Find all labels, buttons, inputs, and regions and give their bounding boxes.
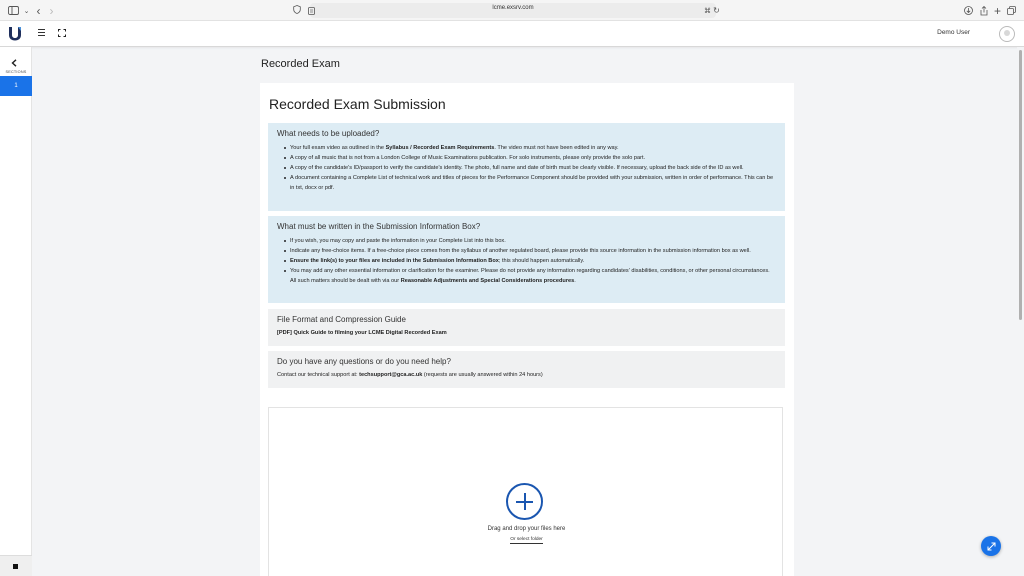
list-item: You may add any other essential information or clarification for the examiner. Please do not provide any information regarding candidates' disabilities, conditions, or other personal circumstances. All such matters should be dealt with via our Reasonable Adjustments and Special Considerations procedures. bbox=[284, 266, 776, 286]
app-header bbox=[0, 21, 1024, 47]
submission-info-panel bbox=[268, 216, 785, 303]
expand-arrows-icon bbox=[987, 542, 996, 551]
chevron-left-icon[interactable] bbox=[11, 58, 17, 70]
pdf-guide-link[interactable]: [PDF] Quick Guide to filming your LCME Digital Recorded Exam bbox=[277, 330, 447, 336]
upload-requirements-panel bbox=[268, 123, 785, 211]
fullscreen-icon[interactable] bbox=[58, 29, 66, 37]
help-panel: Do you have any questions or do you need help? Contact our technical support at: techsupport@gca.ac.uk (requests are usually answered within 24 hours) bbox=[268, 351, 785, 388]
page-title: Recorded Exam bbox=[261, 58, 340, 70]
user-name[interactable]: Demo User bbox=[937, 29, 970, 36]
list-item: Your full exam video as outlined in the Syllabus / Recorded Exam Requirements. The video must not have been edited in any way. bbox=[284, 143, 776, 153]
scrollbar[interactable] bbox=[1017, 47, 1024, 576]
chevron-down-icon[interactable]: ⌄ bbox=[23, 7, 30, 15]
tab-overview-icon[interactable] bbox=[1005, 4, 1018, 17]
list-item: Ensure the link(s) to your files are included in the Submission Information Box; this should happen automatically. bbox=[284, 256, 776, 266]
square-icon bbox=[13, 564, 18, 569]
file-format-panel bbox=[268, 309, 785, 346]
logo-icon[interactable] bbox=[8, 26, 22, 41]
download-icon[interactable] bbox=[962, 4, 975, 17]
sidebar-toggle-icon[interactable] bbox=[7, 4, 20, 17]
list-item: If you wish, you may copy and paste the information in your Complete List into this box. bbox=[284, 236, 776, 246]
url-text: lcme.exsrv.com bbox=[492, 5, 534, 11]
scroll-thumb[interactable] bbox=[1019, 50, 1022, 320]
share-icon[interactable] bbox=[977, 4, 990, 17]
panel-heading: What must be written in the Submission Information Box? bbox=[277, 222, 481, 231]
list-item: A document containing a Complete List of technical work and titles of pieces for the Performance Component should be provided with your submission, written in order of performance. This can be in txt, docx or pdf. bbox=[284, 173, 776, 193]
new-tab-icon[interactable]: + bbox=[993, 3, 1001, 18]
submission-card bbox=[260, 83, 794, 576]
reload-icon[interactable]: ↻ bbox=[713, 6, 720, 15]
sections-label: SECTIONS bbox=[5, 70, 27, 74]
select-folder-link[interactable]: Or select folder bbox=[510, 537, 543, 542]
section-item-1[interactable]: 1 bbox=[0, 76, 32, 96]
back-icon[interactable]: ‹ bbox=[36, 3, 41, 18]
expand-fab-button[interactable] bbox=[981, 536, 1001, 556]
reasonable-adjustments-link[interactable]: Reasonable Adjustments and Special Considerations procedures bbox=[400, 278, 575, 284]
browser-toolbar bbox=[0, 0, 1024, 21]
panel-heading: Do you have any questions or do you need help? bbox=[277, 357, 451, 366]
menu-icon[interactable] bbox=[38, 29, 45, 36]
avatar[interactable] bbox=[999, 26, 1015, 42]
list-item: A copy of the candidate's ID/passport to verify the candidate's identity. The photo, full name and date of birth must be clearly visible. If necessary, upload the back side of the ID as well. bbox=[284, 163, 776, 173]
list-item: Indicate any free-choice items. If a free-choice piece comes from the syllabus of another regulated board, please provide this source information in the submission information box as well. bbox=[284, 246, 776, 256]
address-bar[interactable] bbox=[310, 3, 720, 18]
shield-icon[interactable] bbox=[290, 3, 303, 16]
dropzone-text: Drag and drop your files here bbox=[487, 526, 566, 532]
translate-icon[interactable]: ⌘ bbox=[704, 7, 711, 15]
card-title: Recorded Exam Submission bbox=[269, 96, 446, 112]
sections-rail bbox=[0, 47, 32, 576]
panel-heading: What needs to be uploaded? bbox=[277, 129, 380, 138]
forward-icon[interactable]: › bbox=[49, 3, 54, 18]
panel-heading: File Format and Compression Guide bbox=[277, 315, 406, 324]
file-dropzone[interactable] bbox=[268, 407, 783, 576]
list-item: A copy of all music that is not from a London College of Music Examinations publication. For solo instruments, please only provide the solo part. bbox=[284, 153, 776, 163]
syllabus-link[interactable]: Syllabus / Recorded Exam Requirements bbox=[385, 145, 495, 151]
rail-footer[interactable] bbox=[0, 555, 32, 576]
support-email-link[interactable]: techsupport@gca.ac.uk bbox=[359, 372, 423, 378]
add-file-icon[interactable] bbox=[506, 483, 543, 520]
